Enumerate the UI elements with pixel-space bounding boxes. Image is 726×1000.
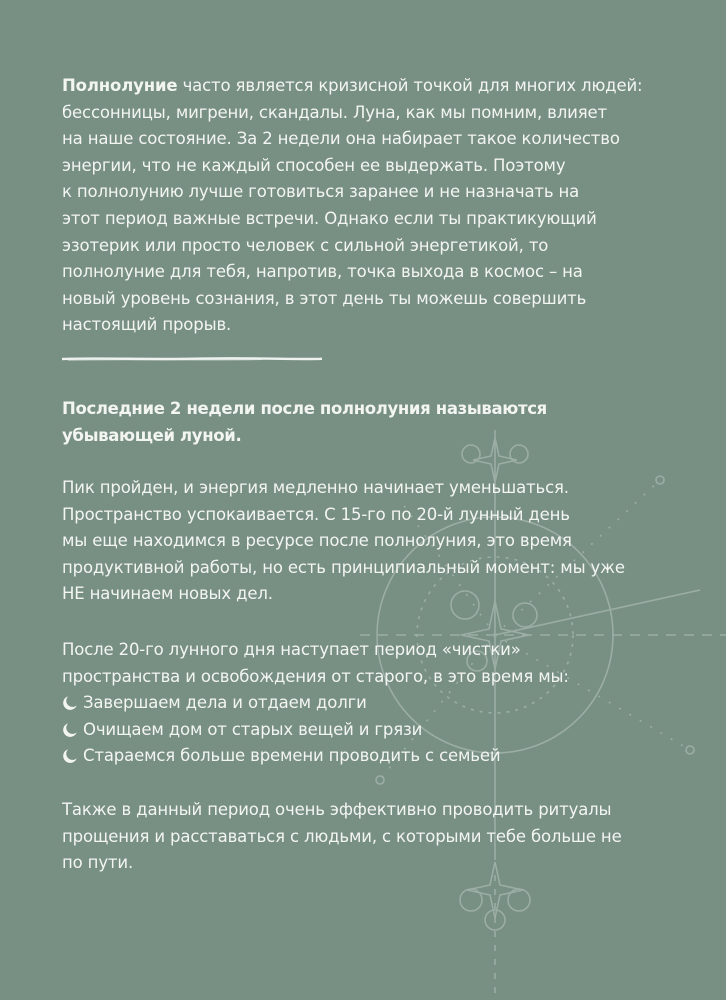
intro-line: к полнолунию лучше готовиться заранее и не назначать на <box>62 182 580 202</box>
list-item <box>62 717 662 744</box>
intro-line: эзотерик или просто человек с сильной энергетикой, то <box>62 235 549 255</box>
peak-line: Пространство успокаивается. С 15-го по 20-й лунный день <box>62 504 570 524</box>
intro-lead-term: Полнолуние <box>62 76 178 95</box>
cleaning-line: пространства и освобождения от старого, в это время мы: <box>62 666 569 686</box>
closing-line: по пути. <box>62 853 134 873</box>
crescent-moon-icon <box>62 722 78 738</box>
intro-line: настоящий прорыв. <box>62 315 232 335</box>
closing-line: Также в данный период очень эффективно проводить ритуалы <box>62 800 612 819</box>
intro-line: энергии, что не каждый способен ее выдержать. Поэтому <box>62 155 566 175</box>
cleaning-paragraph <box>62 637 662 690</box>
intro-paragraph <box>62 73 662 339</box>
cleaning-line: После 20-го лунного дня наступает период «чистки» <box>62 640 521 659</box>
intro-line: этот период важные встречи. Однако если ты практикующий <box>62 208 597 228</box>
list-item-text: Стараемся больше времени проводить с семьей <box>83 746 501 766</box>
intro-line: часто является кризисной точкой для многих людей: <box>177 76 643 95</box>
peak-line: мы еще находимся в ресурсе после полнолуния, это время <box>62 531 572 551</box>
list-item <box>62 690 662 717</box>
closing-line: прощения и расставаться с людьми, с которыми тебе больше не <box>62 826 622 846</box>
peak-line: продуктивной работы, но есть принципиальный момент: мы уже <box>62 557 625 577</box>
intro-line: новый уровень сознания, в этот день ты можешь совершить <box>62 288 587 308</box>
cleaning-list <box>62 690 662 770</box>
crescent-moon-icon <box>62 695 78 711</box>
intro-line: полнолуние для тебя, напротив, точка выхода в космос – на <box>62 262 583 282</box>
brush-divider <box>62 355 322 363</box>
intro-line: на наше состояние. За 2 недели она набирает такое количество <box>62 129 620 149</box>
closing-paragraph <box>62 797 662 877</box>
peak-line: НЕ начинаем новых дел. <box>62 584 273 604</box>
crescent-moon-icon <box>62 748 78 764</box>
section-heading <box>62 395 622 449</box>
heading-line: убывающей луной. <box>62 426 242 445</box>
intro-line: бессонницы, мигрени, скандалы. Луна, как мы помним, влияет <box>62 102 607 122</box>
list-item <box>62 743 662 770</box>
peak-line: Пик пройден, и энергия медленно начинает уменьшаться. <box>62 478 569 497</box>
list-item-text: Завершаем дела и отдаем долги <box>83 693 367 712</box>
peak-paragraph <box>62 475 662 608</box>
heading-line: Последние 2 недели после полнолуния называются <box>62 399 547 418</box>
list-item-text: Очищаем дом от старых вещей и грязи <box>83 719 423 739</box>
